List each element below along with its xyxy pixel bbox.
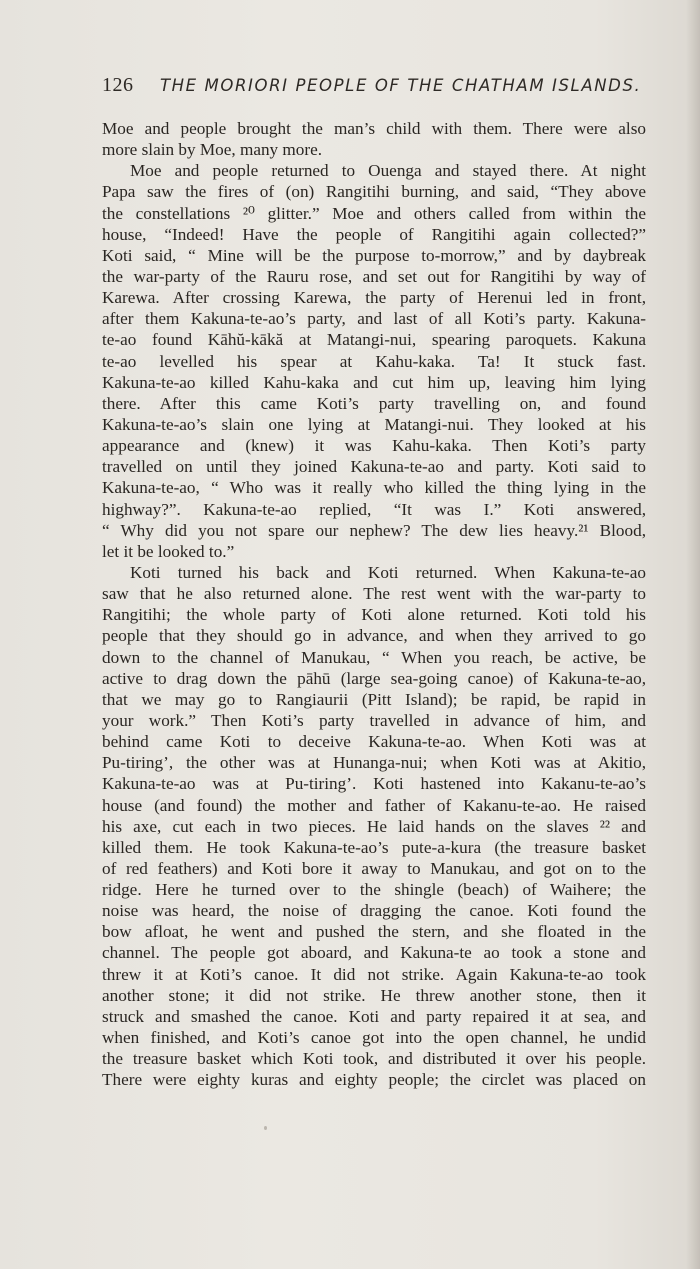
text-line: Karewa. After crossing Karewa, the party of Herenui led in front,: [102, 288, 646, 308]
text-line: let it be looked to.”: [102, 541, 235, 561]
running-title: THE MORIORI PEOPLE OF THE CHATHAM ISLANDS.: [160, 76, 642, 95]
text-line: Moe and people returned to Ouenga and stayed there. At night: [130, 161, 646, 181]
text-line: after them Kakuna-te-ao’s party, and last of all Koti’s party. Kakuna-: [102, 309, 646, 329]
text-line: Kakuna-te-ao was at Pu-tiring’. Koti hastened into Kakanu-te-ao’s: [102, 774, 646, 794]
text-line: ridge. Here he turned over to the shingle (beach) of Waihere; the: [102, 880, 646, 900]
text-line: your work.” Then Koti’s party travelled in advance of him, and: [102, 710, 646, 730]
text-line: the constellations ²⁰ glitter.” Moe and others called from within the: [102, 203, 646, 223]
text-line: noise was heard, the noise of dragging the canoe. Koti found the: [102, 901, 646, 921]
text-line: channel. The people got aboard, and Kakuna-te ao took a stone and: [102, 943, 646, 963]
text-line: Moe and people brought the man’s child with them. There were also: [102, 119, 646, 138]
text-line: the war-party of the Rauru rose, and set out for Rangitihi by way of: [102, 266, 646, 286]
text-line: more slain by Moe, many more.: [102, 140, 323, 160]
text-line: Kakuna-te-ao’s slain one lying at Matangi-nui. They looked at his: [102, 414, 646, 434]
text-line: te-ao found Kāhŭ-kākă at Matangi-nui, spearing paroquets. Kakuna: [102, 330, 646, 350]
text-line: “ Why did you not spare our nephew? The dew lies heavy.²¹ Blood,: [102, 520, 646, 540]
text-line: threw it at Koti’s canoe. It did not strike. Again Kakuna-te-ao took: [102, 964, 646, 984]
text-line: another stone; it did not strike. He threw another stone, then it: [102, 985, 646, 1005]
text-line: te-ao levelled his spear at Kahu-kaka. Ta! It stuck fast.: [102, 351, 646, 371]
body-text: [102, 118, 646, 1090]
text-line: bow afloat, he went and pushed the stern, and she floated in the: [102, 922, 646, 942]
text-line: Kakuna-te-ao, “ Who was it really who killed the thing lying in the: [102, 478, 646, 498]
text-line: Kakuna-te-ao killed Kahu-kaka and cut him up, leaving him lying: [102, 372, 646, 392]
text-line: killed them. He took Kakuna-te-ao’s pute-a-kura (the treasure basket: [102, 837, 646, 857]
text-line: the treasure basket which Koti took, and distributed it over his people.: [102, 1049, 646, 1069]
text-line: travelled on until they joined Kakuna-te-ao and party. Koti said to: [102, 457, 646, 477]
text-line: when finished, and Koti’s canoe got into the open channel, he undid: [102, 1028, 646, 1048]
text-line: of red feathers) and Koti bore it away to Manukau, and got on to the: [102, 858, 646, 878]
text-line: that we may go to Rangiaurii (Pitt Island); be rapid, be rapid in: [102, 689, 646, 709]
text-line: there. After this came Koti’s party travelling on, and found: [102, 393, 646, 413]
text-line: highway?”. Kakuna-te-ao replied, “It was I.” Koti answered,: [102, 499, 646, 519]
text-line: Rangitihi; the whole party of Koti alone returned. Koti told his: [102, 605, 646, 625]
text-line: There were eighty kuras and eighty people; the circlet was placed on: [102, 1070, 646, 1090]
paper-speck: [264, 1126, 267, 1130]
text-line: appearance and (knew) it was Kahu-kaka. Then Koti’s party: [102, 436, 646, 456]
text-line: active to drag down the pāhū (large sea-going canoe) of Kakuna-te-ao,: [102, 668, 646, 688]
text-line: his axe, cut each in two pieces. He laid hands on the slaves ²² and: [102, 816, 646, 836]
running-header: [102, 74, 642, 104]
text-line: people that they should go in advance, and when they arrived to go: [102, 626, 646, 646]
text-line: behind came Koti to deceive Kakuna-te-ao. When Koti was at: [102, 732, 646, 752]
text-line: down to the channel of Manukau, “ When you reach, be active, be: [102, 647, 646, 667]
page-edge-shadow: [686, 0, 700, 1269]
text-line: Koti turned his back and Koti returned. When Kakuna-te-ao: [130, 562, 646, 582]
text-line: house, “Indeed! Have the people of Rangitihi again collected?”: [102, 224, 646, 244]
text-line: house (and found) the mother and father of Kakanu-te-ao. He raised: [102, 795, 646, 815]
text-line: Pu-tiring’, the other was at Hunanga-nui; when Koti was at Akitio,: [102, 753, 646, 773]
text-line: saw that he also returned alone. The rest went with the war-party to: [102, 584, 646, 604]
text-line: Papa saw the fires of (on) Rangitihi burning, and said, “They above: [102, 182, 646, 202]
text-line: Koti said, “ Mine will be the purpose to-morrow,” and by daybreak: [102, 245, 646, 265]
text-line: struck and smashed the canoe. Koti and party repaired it at sea, and: [102, 1006, 646, 1026]
page-number: 126: [102, 74, 134, 96]
